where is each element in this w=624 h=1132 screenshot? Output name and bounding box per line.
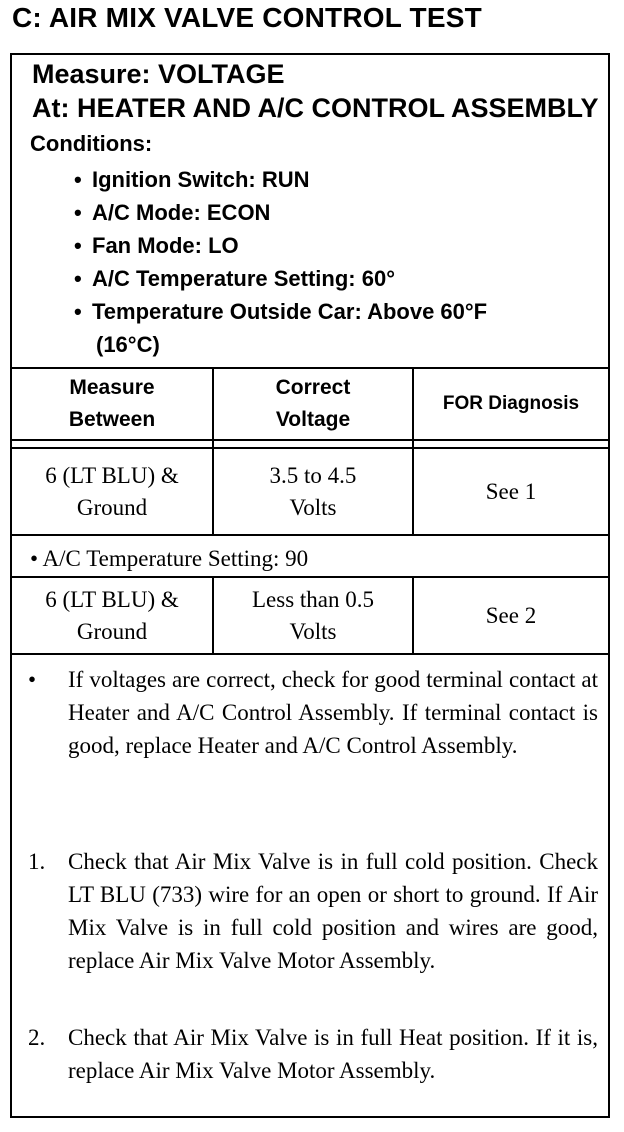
divider [12,653,608,655]
row1-measure: 6 (LT BLU) & Ground [45,462,179,520]
condition-item [74,299,487,325]
note-general [28,663,598,762]
row1-voltage: 3.5 to 4.5 Volts [269,462,357,520]
condition-text: A/C Mode: ECON [92,200,271,225]
bullet-icon: • [74,233,82,258]
row2-voltage: Less than 0.5 Volts [251,586,374,644]
condition-item-continued: (16°C) [96,332,160,357]
note-text: Check that Air Mix Valve is in full Heat position. If it is, replace Air Mix Valve Motor Assembly. [68,1025,598,1083]
condition-text: A/C Temperature Setting: 60° [92,266,396,291]
row2-diagnosis: See 2 [485,602,537,628]
condition-text: Temperature Outside Car: Above 60°F [92,299,488,324]
note-marker: 1. [28,849,46,874]
conditions-section [12,55,608,368]
measure-type: Measure: VOLTAGE [32,59,285,89]
bullet-icon: • [74,299,82,324]
mid-condition: • A/C Temperature Setting: 90 [30,546,309,571]
header-diagnosis: FOR Diagnosis [442,393,580,414]
row1-diagnosis: See 1 [485,478,537,504]
note-marker: 2. [28,1025,46,1050]
bullet-icon: • [74,167,82,192]
note-2 [28,1021,598,1087]
header-correct-voltage: Correct Voltage [275,376,351,431]
conditions-label: Conditions: [30,131,153,156]
test-procedure-box [10,53,610,1118]
note-1 [28,845,598,977]
page-title: C: AIR MIX VALVE CONTROL TEST [12,2,482,33]
note-text: Check that Air Mix Valve is in full cold position. Check LT BLU (733) wire for an open or short to ground. If Air Mix Valve is in full cold position and wires are good, replace Air Mix Valve Motor Assembly. [68,849,598,973]
condition-item [74,266,395,292]
note-text: If voltages are correct, check for good terminal contact at Heater and A/C Control Assembly. If terminal contact is good, replace Heater and A/C Control Assembly. [68,667,598,758]
note-marker: • [28,667,37,692]
measure-location: At: HEATER AND A/C CONTROL ASSEMBLY [32,93,599,123]
header-measure-between: Measure Between [68,376,156,431]
condition-item [74,167,310,193]
condition-text: Ignition Switch: RUN [92,167,310,192]
divider [12,439,608,441]
condition-text: Fan Mode: LO [92,233,239,258]
bullet-icon: • [74,200,82,225]
divider [12,534,608,536]
condition-item [74,200,270,226]
row2-measure: 6 (LT BLU) & Ground [45,586,179,644]
bullet-icon: • [74,266,82,291]
condition-item [74,233,239,259]
